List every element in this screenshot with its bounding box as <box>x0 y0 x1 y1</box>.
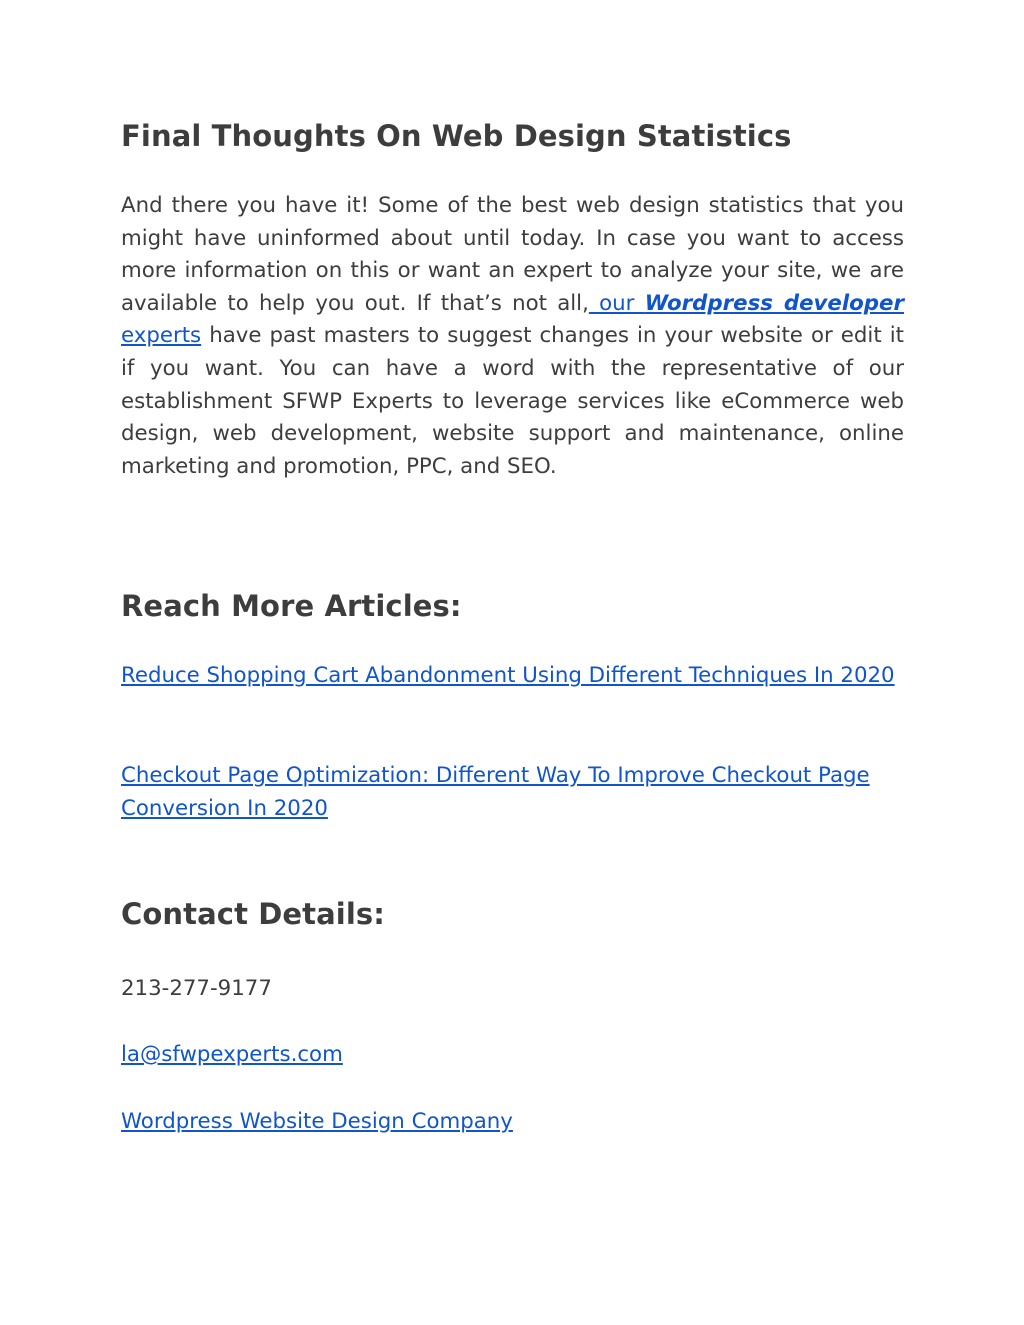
contact-email-link[interactable]: la@sfwpexperts.com <box>121 1042 343 1067</box>
company-link[interactable]: Wordpress Website Design Company <box>121 1109 513 1134</box>
contact-email-line <box>121 1039 343 1072</box>
contact-phone: 213-277-9177 <box>121 976 272 1001</box>
paragraph-text-before: And there you have it! Some of the best web design statistics that you might have uninformed about until today. In case you want to access more information on this or want an expert to analyze your site, we are available to help you out. If that’s not all, <box>121 193 904 316</box>
article-link-item <box>121 660 921 693</box>
experts-link[interactable]: experts <box>121 323 202 349</box>
contact-details-heading: Contact Details: <box>121 897 385 931</box>
article-link-cart-abandonment[interactable]: Reduce Shopping Cart Abandonment Using Different Techniques In 2020 <box>121 663 895 688</box>
paragraph-text-after: have past masters to suggest changes in your website or edit it if you want. You can have a word with the representative of our establishment SFWP Experts to leverage services like eCommerce web design, web development, website support and maintenance, online marketing and promotion, PPC, and SEO. <box>121 323 904 479</box>
article-link-item <box>121 760 921 825</box>
our-link[interactable]: our <box>588 290 645 316</box>
article-link-checkout-optimization[interactable]: Checkout Page Optimization: Different Way To Improve Checkout Page Conversion In 2020 <box>121 763 870 821</box>
reach-more-articles-heading: Reach More Articles: <box>121 589 462 623</box>
final-thoughts-heading: Final Thoughts On Web Design Statistics <box>121 119 792 153</box>
wordpress-developer-link[interactable]: Wordpress developer <box>644 290 905 316</box>
company-link-line <box>121 1106 513 1139</box>
final-thoughts-paragraph <box>121 190 904 483</box>
